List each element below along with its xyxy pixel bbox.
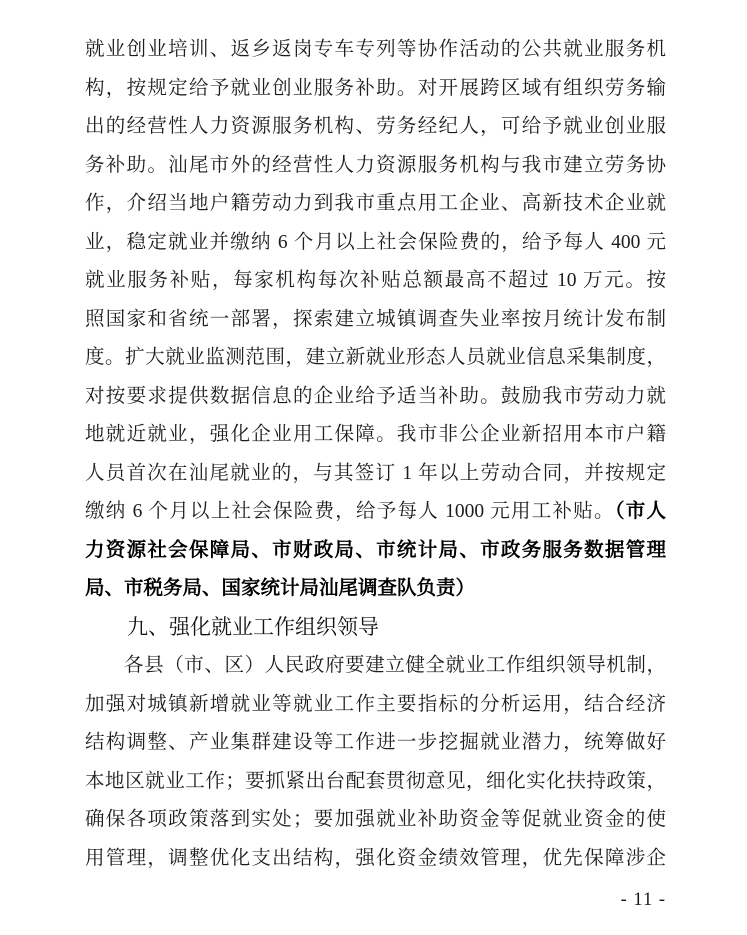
line-text: 务补助。汕尾市外的经营性人力资源服务机构与我市建立劳务协: [85, 154, 666, 176]
line-text: 缴纳 6 个月以上社会保险费，给予每人 1000 元用工补贴。: [85, 501, 615, 522]
line-text: 结构调整、产业集群建设等工作进一步挖掘就业潜力，统筹做好: [85, 732, 666, 753]
text-line: [85, 801, 666, 840]
text-line: [85, 378, 666, 417]
text-line: [85, 455, 666, 494]
line-text: 就业创业培训、返乡返岗专车专列等协作活动的公共就业服务机: [85, 39, 666, 60]
line-text: 对按要求提供数据信息的企业给予适当补助。鼓励我市劳动力就: [85, 385, 666, 407]
line-text: 各县（市、区）人民政府要建立健全就业工作组织领导机制，: [124, 655, 666, 676]
line-text-bold: （市人: [614, 501, 666, 522]
line-text: 出的经营性人力资源服务机构、劳务经纪人，可给予就业创业服: [85, 116, 666, 137]
line-text: 加强对城镇新增就业等就业工作主要指标的分析运用，结合经济: [85, 693, 666, 715]
line-text: 业，稳定就业并缴纳 6 个月以上社会保险费的，给予每人 400 元: [85, 231, 666, 253]
text-line: [85, 301, 666, 340]
section-heading-text: 九、强化就业工作组织领导: [127, 615, 379, 639]
text-line: [85, 647, 666, 686]
text-line: [85, 108, 666, 147]
text-line: [85, 147, 666, 186]
line-text: 就业服务补贴，每家机构每次补贴总额最高不超过 10 万元。按: [85, 270, 666, 291]
line-text: 确保各项政策落到实处；要加强就业补助资金等促就业资金的使: [85, 809, 666, 830]
line-text-bold: 力资源社会保障局、市财政局、市统计局、市政务服务数据管理: [85, 539, 666, 561]
text-line: [85, 532, 666, 571]
text-line: [85, 185, 666, 224]
text-line: [85, 70, 666, 109]
line-text-bold: 局、市税务局、国家统计局汕尾调查队负责）: [85, 578, 476, 599]
text-line: [85, 686, 666, 725]
document-body: [85, 31, 666, 878]
text-line: [85, 763, 666, 802]
text-line: [85, 840, 666, 879]
text-line: [85, 493, 666, 532]
line-text: 用管理，调整优化支出结构，强化资金绩效管理，优先保障涉企: [85, 847, 666, 869]
text-line: [85, 339, 666, 378]
page-footer: [85, 886, 666, 914]
page-number: - 11 -: [620, 890, 666, 910]
text-line: [85, 31, 666, 70]
section-heading: [85, 609, 666, 648]
text-line: [85, 416, 666, 455]
line-text: 地就近就业，强化企业用工保障。我市非公企业新招用本市户籍: [85, 424, 666, 445]
text-line: [85, 570, 666, 609]
line-text: 度。扩大就业监测范围，建立新就业形态人员就业信息采集制度，: [85, 347, 666, 368]
line-text: 本地区就业工作；要抓紧出台配套贯彻意见，细化实化扶持政策，: [85, 770, 666, 792]
text-line: [85, 262, 666, 301]
text-line: [85, 724, 666, 763]
line-text: 照国家和省统一部署，探索建立城镇调查失业率按月统计发布制: [85, 308, 666, 330]
line-text: 构，按规定给予就业创业服务补助。对开展跨区域有组织劳务输: [85, 77, 666, 99]
line-text: 作，介绍当地户籍劳动力到我市重点用工企业、高新技术企业就: [85, 193, 666, 214]
line-text: 人员首次在汕尾就业的，与其签订 1 年以上劳动合同，并按规定: [85, 462, 666, 484]
text-line: [85, 224, 666, 263]
